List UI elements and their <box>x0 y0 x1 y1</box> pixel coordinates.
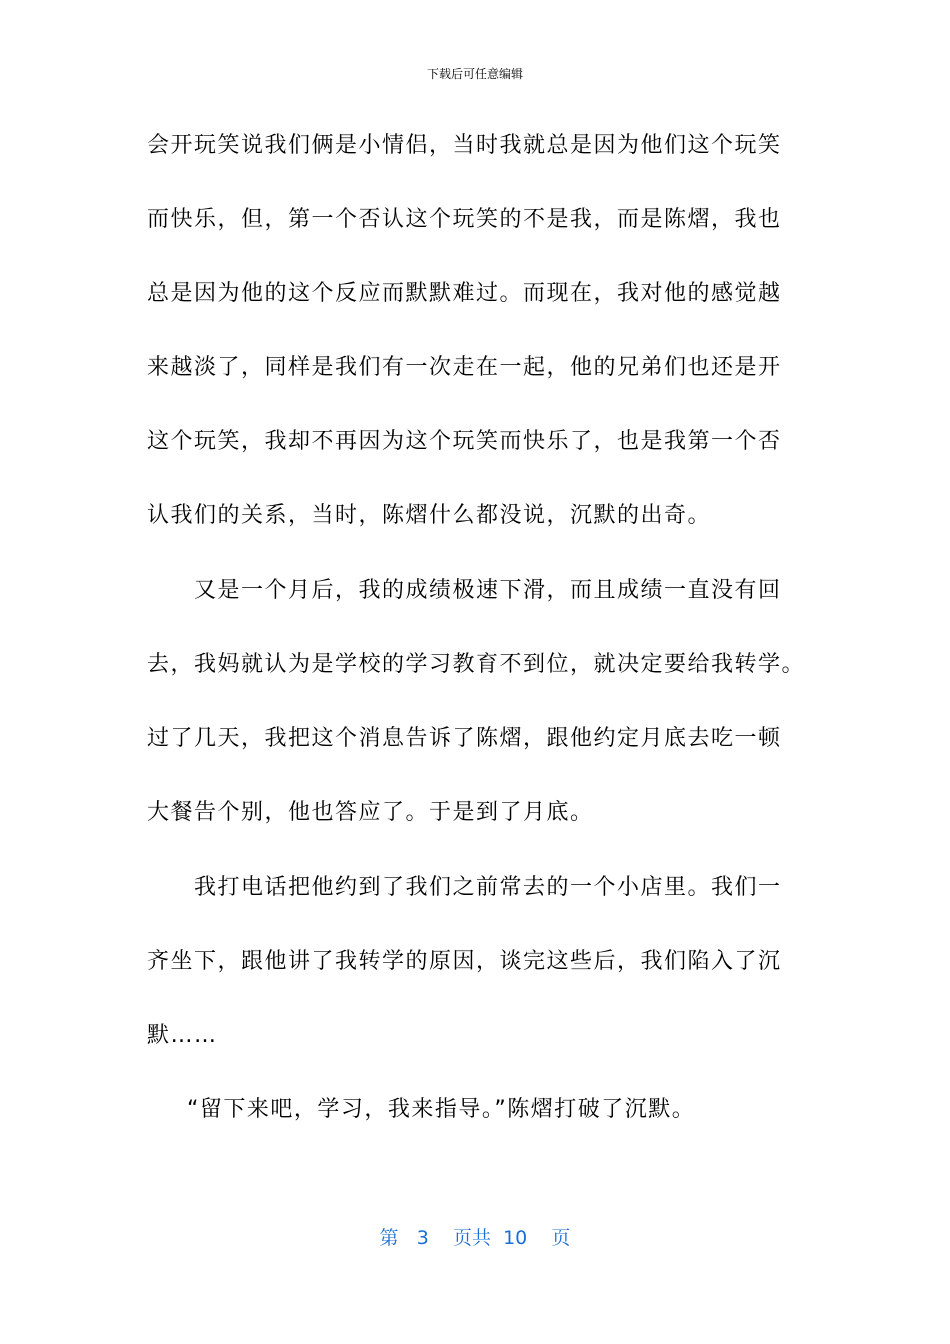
page-middle: 页共 <box>452 1227 491 1249</box>
header-note: 下载后可任意编辑 <box>426 67 523 81</box>
text-line: 去，我妈就认为是学校的学习教育不到位，就决定要给我转学。 <box>147 652 806 677</box>
text-line: 默…… <box>147 1023 218 1048</box>
text-line: 过了几天，我把这个消息告诉了陈熠，跟他约定月底去吃一顿 <box>147 726 782 751</box>
page-suffix: 页 <box>551 1227 571 1249</box>
text-line: 而快乐，但，第一个否认这个玩笑的不是我，而是陈熠，我也 <box>147 207 782 232</box>
text-line: 这个玩笑，我却不再因为这个玩笑而快乐了，也是我第一个否 <box>147 429 782 454</box>
text-line: 会开玩笑说我们俩是小情侣，当时我就总是因为他们这个玩笑 <box>147 133 782 158</box>
page-prefix: 第 <box>379 1227 399 1249</box>
text-line: 大餐告个别，他也答应了。于是到了月底。 <box>147 800 594 825</box>
text-line: 齐坐下，跟他讲了我转学的原因，谈完这些后，我们陷入了沉 <box>147 949 782 974</box>
text-line: “留下来吧，学习，我来指导。”陈熠打破了沉默。 <box>187 1097 696 1122</box>
page-total: 10 <box>503 1227 528 1249</box>
page-current: 3 <box>416 1227 429 1249</box>
page-footer <box>0 1226 950 1250</box>
text-line: 又是一个月后，我的成绩极速下滑，而且成绩一直没有回 <box>194 578 782 603</box>
text-line: 来越淡了，同样是我们有一次走在一起，他的兄弟们也还是开 <box>147 355 782 380</box>
text-line: 总是因为他的这个反应而默默难过。而现在，我对他的感觉越 <box>147 281 782 306</box>
text-line: 我打电话把他约到了我们之前常去的一个小店里。我们一 <box>194 875 782 900</box>
text-line: 认我们的关系，当时，陈熠什么都没说，沉默的出奇。 <box>147 503 712 528</box>
